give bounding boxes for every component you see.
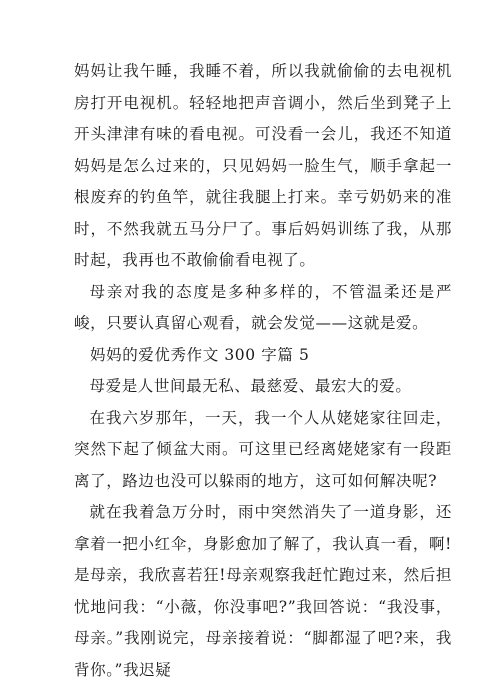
paragraph-mother-love-intro: 母爱是人世间最无私、最慈爱、最宏大的爱。 <box>89 377 412 395</box>
paragraph-rain-story: 在我六岁那年，一天，我一个人从姥姥家往回走，突然下起了倾盆大雨。可这里已经离姥姥家有一段距离了，路边也没可以躲雨的地方，这可如何解决呢? <box>74 408 452 490</box>
section-heading: 妈妈的爱优秀作文 300 字篇 5 <box>90 345 310 364</box>
paragraph-mother-attitude: 母亲对我的态度是多种多样的，不管温柔还是严峻，只要认真留心观看，就会发觉——这就是爱。 <box>74 282 452 332</box>
paragraph-tv-story: 妈妈让我午睡，我睡不着，所以我就偷偷的去电视机房打开电视机。轻轻地把声音调小，然后坐到凳子上开头津津有味的看电视。可没看一会儿，我还不知道妈妈是怎么过来的，只见妈妈一脸生气，顺手拿起一根废弃的钓鱼竿，就往我腿上打来。幸亏奶奶来的准时，不然我就五马分尸了。事后妈妈训练了我，从那时起，我再也不敢偷偷看电视了。 <box>74 62 452 269</box>
paragraph-mother-arrives: 就在我着急万分时，雨中突然消失了一道身影，还拿着一把小红伞，身影愈加了解了，我认真一看，啊!是母亲，我欣喜若狂!母亲观察我赶忙跑过来，然后担忧地问我：“小薇，你没事吧?”我回答说：“我没事，母亲。”我刚说完，母亲接着说：“脚都湿了吧?来，我背你。”我迟疑 <box>74 503 452 679</box>
